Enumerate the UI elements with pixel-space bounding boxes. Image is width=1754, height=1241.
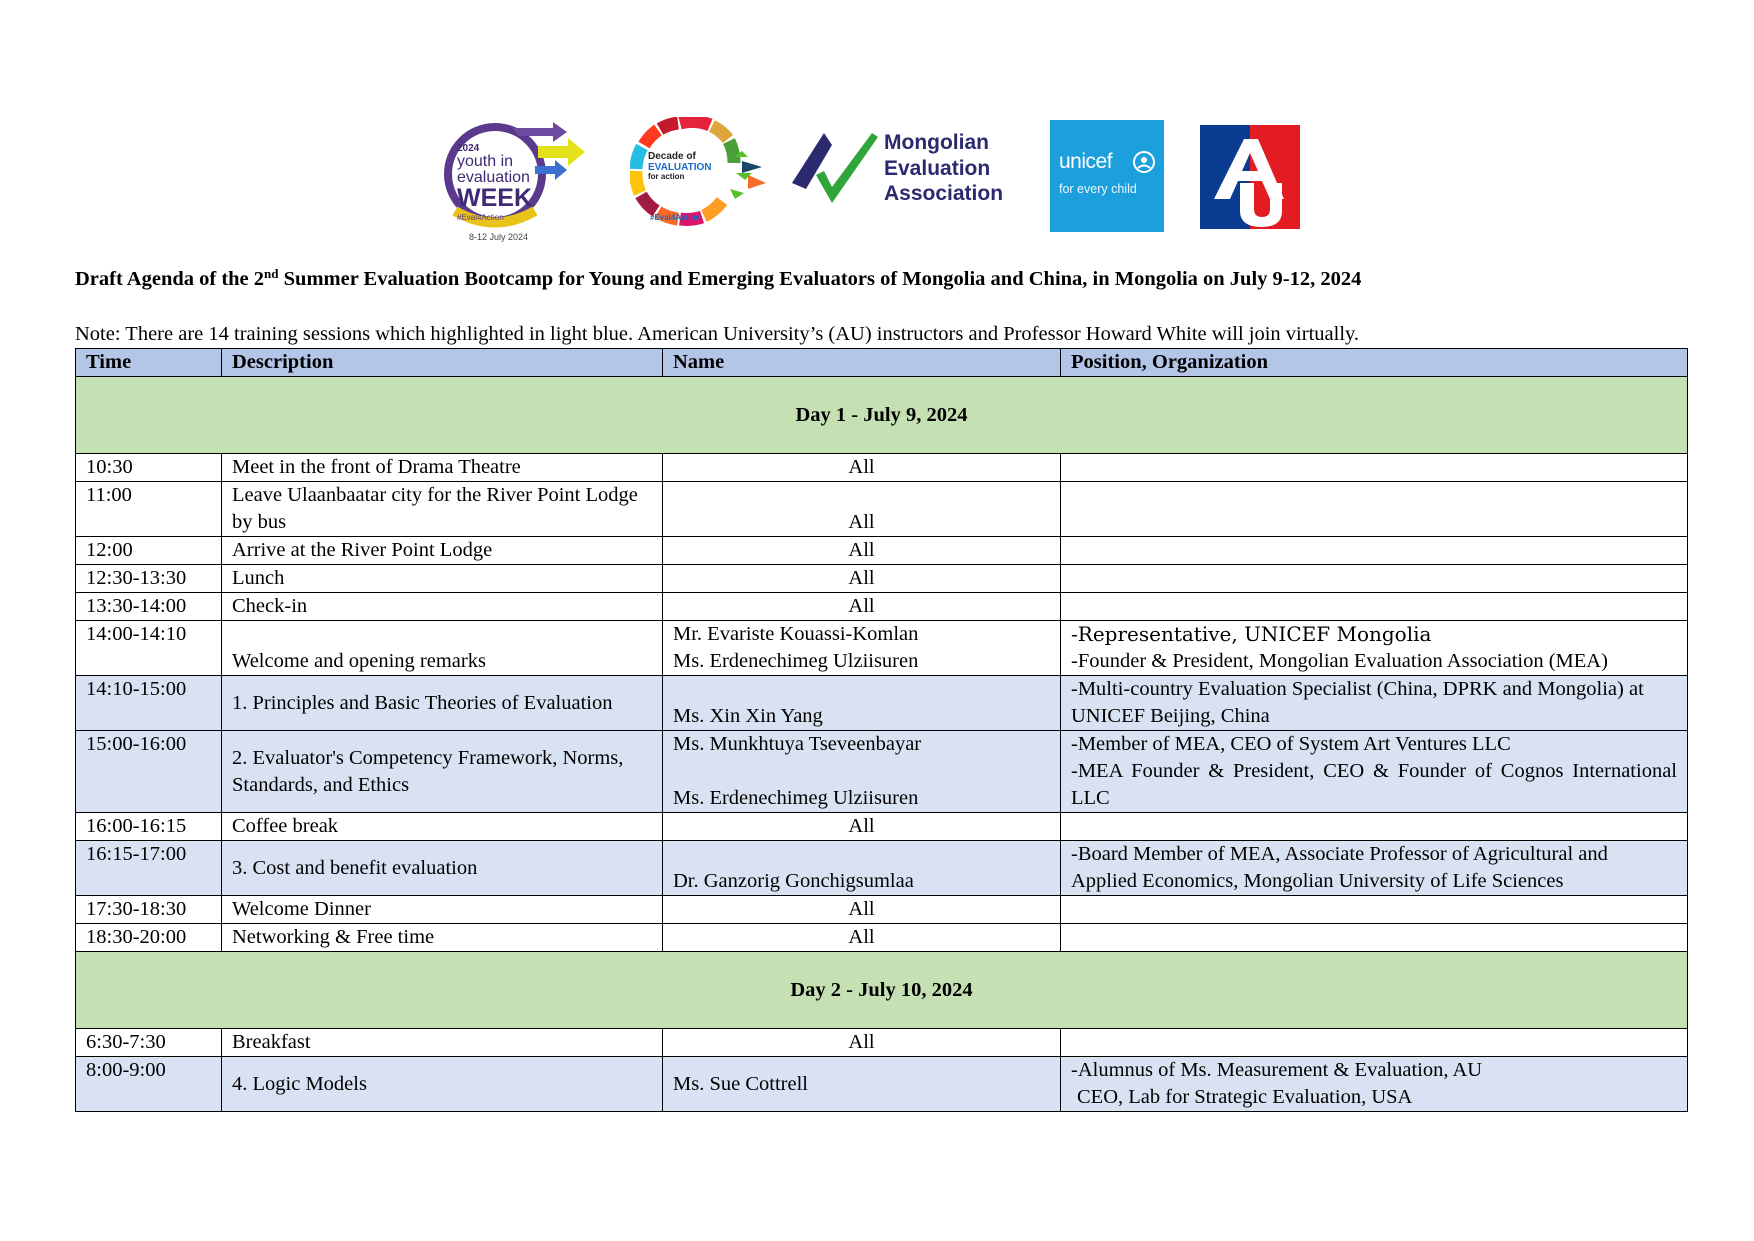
speaker-name: Ms. Munkhtuya Tseveenbayar xyxy=(673,733,922,755)
training-session-row xyxy=(76,676,1688,731)
table-row xyxy=(76,454,1688,482)
time-cell: 15:00-16:00 xyxy=(76,731,222,813)
time-cell: 6:30-7:30 xyxy=(76,1029,222,1057)
name-cell: Ms. Xin Xin Yang xyxy=(663,676,1061,731)
description-cell: Coffee break xyxy=(222,813,663,841)
speaker-name: Ms. Erdenechimeg Ulziisuren xyxy=(673,650,919,672)
description-cell: 3. Cost and benefit evaluation xyxy=(222,841,663,896)
speaker-position: -Member of MEA, CEO of System Art Ventures LLC xyxy=(1071,733,1511,755)
header-position: Position, Organization xyxy=(1061,349,1688,377)
american-university-logo xyxy=(1200,125,1300,229)
time-cell: 8:00-9:00 xyxy=(76,1057,222,1112)
name-cell: All xyxy=(663,1029,1061,1057)
day-1-label: Day 1 - July 9, 2024 xyxy=(76,377,1688,454)
decade-of-evaluation-logo xyxy=(630,117,770,232)
time-cell: 13:30-14:00 xyxy=(76,593,222,621)
table-row xyxy=(76,924,1688,952)
time-cell: 12:00 xyxy=(76,537,222,565)
description-cell: Arrive at the River Point Lodge xyxy=(222,537,663,565)
unicef-tagline: for every child xyxy=(1059,182,1137,196)
table-row xyxy=(76,896,1688,924)
name-cell: All xyxy=(663,924,1061,952)
yiew-line3: WEEK xyxy=(457,184,532,212)
description-cell: 2. Evaluator's Competency Framework, Norms, Standards, and Ethics xyxy=(222,731,663,813)
training-session-row xyxy=(76,1057,1688,1112)
header-name: Name xyxy=(663,349,1061,377)
position-cell xyxy=(1061,1057,1688,1112)
table-row xyxy=(76,482,1688,537)
name-cell xyxy=(663,621,1061,676)
position-cell xyxy=(1061,924,1688,952)
position-cell xyxy=(1061,1029,1688,1057)
name-cell: Dr. Ganzorig Gonchigsumlaa xyxy=(663,841,1061,896)
header-time: Time xyxy=(76,349,222,377)
time-cell: 18:30-20:00 xyxy=(76,924,222,952)
yiew-line1: youth in xyxy=(457,153,514,170)
mongolian-evaluation-association-logo xyxy=(788,125,1018,215)
yiew-line2: evaluation xyxy=(457,169,530,186)
position-cell xyxy=(1061,482,1688,537)
name-cell xyxy=(663,731,1061,813)
agenda-title xyxy=(75,268,1695,291)
name-cell: All xyxy=(663,482,1061,537)
time-cell: 10:30 xyxy=(76,454,222,482)
time-cell: 11:00 xyxy=(76,482,222,537)
training-session-row xyxy=(76,841,1688,896)
logo-bar xyxy=(0,0,1754,260)
description-cell: Breakfast xyxy=(222,1029,663,1057)
name-cell: All xyxy=(663,813,1061,841)
name-cell: All xyxy=(663,454,1061,482)
speaker-position: -MEA Founder & President, CEO & Founder of Cognos International LLC xyxy=(1071,760,1677,809)
time-cell: 16:00-16:15 xyxy=(76,813,222,841)
table-row xyxy=(76,1029,1688,1057)
speaker-name: Ms. Erdenechimeg Ulziisuren xyxy=(673,787,919,809)
position-cell xyxy=(1061,593,1688,621)
table-row xyxy=(76,813,1688,841)
position-cell xyxy=(1061,537,1688,565)
day-2-row xyxy=(76,952,1688,1029)
position-cell: -Board Member of MEA, Associate Professor of Agricultural and Applied Economics, Mongolian University of Life Sciences xyxy=(1061,841,1688,896)
name-cell: All xyxy=(663,593,1061,621)
au-monogram-graphic xyxy=(1200,125,1300,229)
time-cell: 12:30-13:30 xyxy=(76,565,222,593)
decade-hashtag: #Eval4Action xyxy=(650,213,701,222)
agenda-table xyxy=(75,348,1688,1112)
decade-line2: EVALUATION xyxy=(648,161,712,173)
youth-in-evaluation-week-logo xyxy=(443,116,603,246)
description-cell: Check-in xyxy=(222,593,663,621)
table-row xyxy=(76,537,1688,565)
description-cell: Meet in the front of Drama Theatre xyxy=(222,454,663,482)
day-2-label: Day 2 - July 10, 2024 xyxy=(76,952,1688,1029)
speaker-name: Mr. Evariste Kouassi-Komlan xyxy=(673,623,919,645)
mea-checkmark-icon xyxy=(788,125,883,215)
speaker-position: CEO, Lab for Strategic Evaluation, USA xyxy=(1077,1086,1413,1108)
position-cell xyxy=(1061,896,1688,924)
mea-line1: Mongolian xyxy=(884,131,989,154)
table-row xyxy=(76,593,1688,621)
agenda-note: Note: There are 14 training sessions which highlighted in light blue. American University’s (AU) instructors and Professor Howard White will join virtually. xyxy=(75,323,1360,345)
table-row xyxy=(76,565,1688,593)
title-part-2: Summer Evaluation Bootcamp for Young and Emerging Evaluators of Mongolia and China, in Mongolia on July 9-12, 2024 xyxy=(278,268,1362,290)
position-cell: -Multi-country Evaluation Specialist (China, DPRK and Mongolia) at UNICEF Beijing, China xyxy=(1061,676,1688,731)
unicef-globe-icon xyxy=(1132,150,1156,174)
description-cell: Welcome and opening remarks xyxy=(222,621,663,676)
unicef-logo xyxy=(1050,120,1164,232)
position-cell xyxy=(1061,731,1688,813)
time-cell: 16:15-17:00 xyxy=(76,841,222,896)
position-cell xyxy=(1061,565,1688,593)
yiew-year: 2024 xyxy=(457,143,480,154)
table-row xyxy=(76,621,1688,676)
header-description: Description xyxy=(222,349,663,377)
name-cell: All xyxy=(663,537,1061,565)
decade-line1: Decade of xyxy=(648,151,696,162)
training-session-row xyxy=(76,731,1688,813)
position-cell xyxy=(1061,813,1688,841)
time-cell: 14:00-14:10 xyxy=(76,621,222,676)
speaker-position: -Alumnus of Ms. Measurement & Evaluation, AU xyxy=(1071,1059,1483,1081)
title-part-1: Draft Agenda of the 2 xyxy=(75,268,265,290)
yiew-dates: 8-12 July 2024 xyxy=(469,232,529,242)
description-cell: Networking & Free time xyxy=(222,924,663,952)
position-cell xyxy=(1061,621,1688,676)
decade-line3: for action xyxy=(648,172,685,181)
speaker-position: -Representative, UNICEF Mongolia xyxy=(1071,622,1432,646)
table-header-row xyxy=(76,349,1688,377)
time-cell: 17:30-18:30 xyxy=(76,896,222,924)
title-superscript: nd xyxy=(264,266,279,281)
unicef-word: unicef xyxy=(1059,150,1113,173)
description-cell: Lunch xyxy=(222,565,663,593)
yiew-hashtag: #Eval4Action xyxy=(457,213,504,222)
day-1-row xyxy=(76,377,1688,454)
mea-line3: Association xyxy=(884,182,1004,205)
name-cell: All xyxy=(663,896,1061,924)
position-cell xyxy=(1061,454,1688,482)
name-cell: Ms. Sue Cottrell xyxy=(663,1057,1061,1112)
time-cell: 14:10-15:00 xyxy=(76,676,222,731)
description-cell: 1. Principles and Basic Theories of Evaluation xyxy=(222,676,663,731)
description-cell: 4. Logic Models xyxy=(222,1057,663,1112)
mea-line2: Evaluation xyxy=(884,156,991,180)
name-cell: All xyxy=(663,565,1061,593)
description-cell: Welcome Dinner xyxy=(222,896,663,924)
description-cell: Leave Ulaanbaatar city for the River Point Lodge by bus xyxy=(222,482,663,537)
speaker-position: -Founder & President, Mongolian Evaluation Association (MEA) xyxy=(1071,650,1608,672)
